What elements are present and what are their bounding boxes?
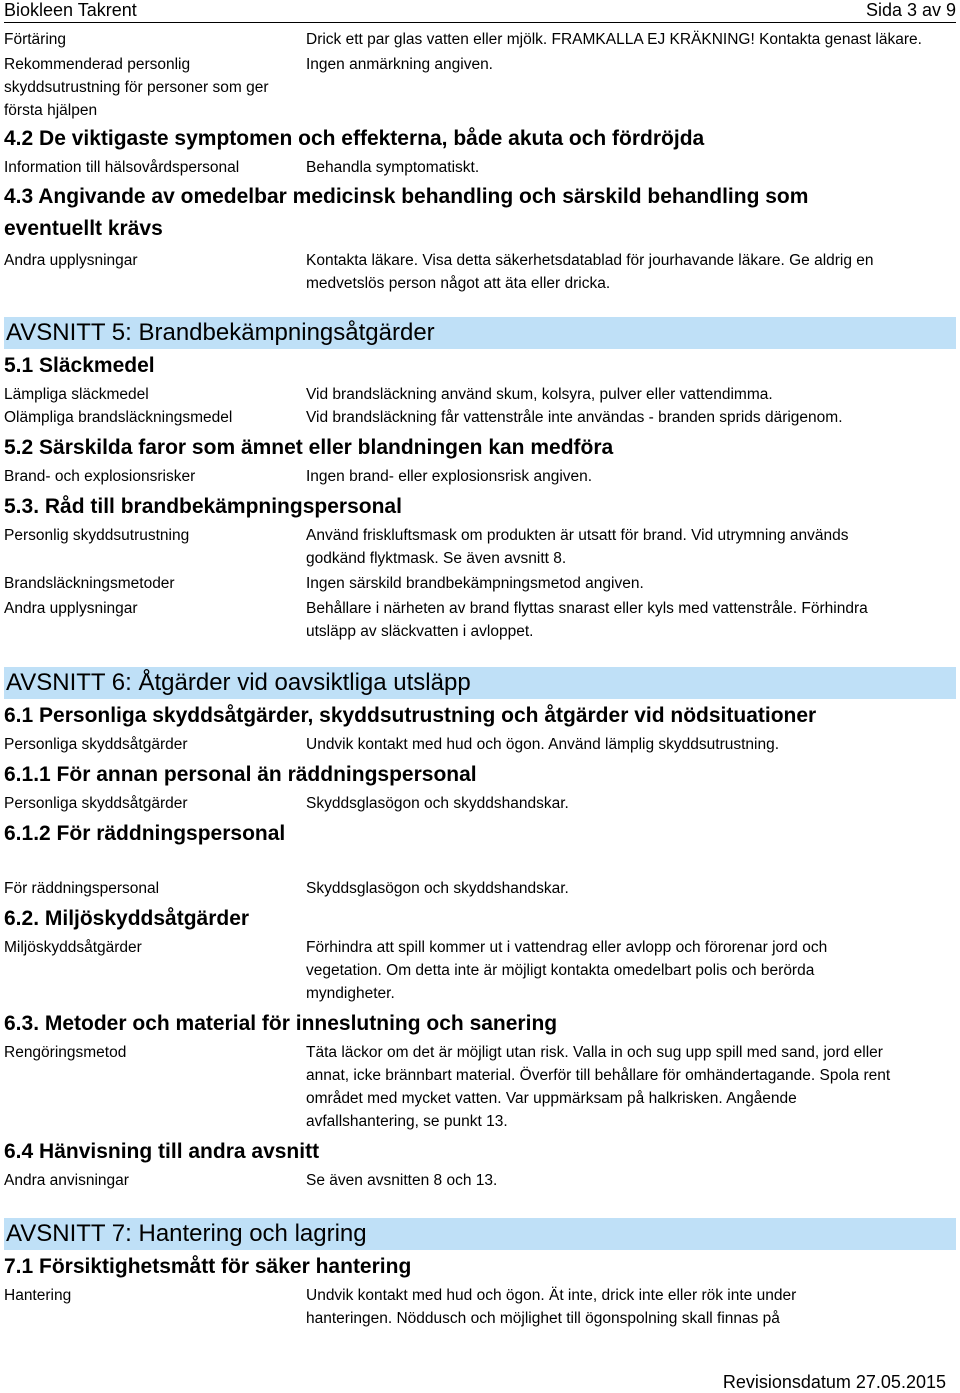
document-body <box>4 28 956 1330</box>
page-header <box>4 0 956 23</box>
subsection-heading: 6.2. Miljöskyddsåtgärder <box>4 907 250 930</box>
field-row <box>4 936 956 1005</box>
field-row <box>4 249 956 295</box>
product-name: Biokleen Takrent <box>4 0 137 20</box>
field-row <box>4 156 956 179</box>
revision-date: Revisionsdatum 27.05.2015 <box>722 1372 946 1392</box>
field-label: Brand- och explosionsrisker <box>4 468 196 485</box>
field-value: Undvik kontakt med hud och ögon. Använd lämplig skyddsutrustning. <box>306 736 780 753</box>
field-row <box>4 28 956 51</box>
field-value: Täta läckor om det är möjligt utan risk. Valla in och sug upp spill med sand, jord eller annat, icke brännbart material. Överför till behållare för omhändertagande. Spola rent området med mycket vatten. Var uppmärksam på halkrisken. Angående avfallshantering, se punkt 13. <box>306 1044 891 1130</box>
field-value: Vid brandsläckning får vattenstråle inte användas - branden sprids därigenom. <box>306 409 843 426</box>
field-value: Skyddsglasögon och skyddshandskar. <box>306 795 569 812</box>
field-row <box>4 1041 956 1133</box>
field-value: Ingen brand- eller explosionsrisk angiven. <box>306 468 593 485</box>
subsection-heading: 4.2 De viktigaste symptomen och effekterna, både akuta och fördröjda <box>4 127 705 150</box>
field-value: Skyddsglasögon och skyddshandskar. <box>306 880 569 897</box>
subsection-heading: 6.1.2 För räddningspersonal <box>4 822 286 845</box>
field-value: Använd friskluftsmask om produkten är utsatt för brand. Vid utrymning används godkänd flyktmask. Se även avsnitt 8. <box>306 527 849 567</box>
field-value: Undvik kontakt med hud och ögon. Ät inte, drick inte eller rök inte under hanteringen. Nöddusch och möjlighet till ögonspolning skall finnas på <box>306 1287 797 1327</box>
field-label: Förtäring <box>4 31 67 48</box>
subsection-heading: 5.3. Råd till brandbekämpningspersonal <box>4 495 402 518</box>
field-value: Behållare i närheten av brand flyttas snarast eller kyls med vattenstråle. Förhindra utsläpp av släckvatten i avloppet. <box>306 600 868 640</box>
field-row <box>4 524 956 570</box>
field-label: Personlig skyddsutrustning <box>4 527 190 544</box>
field-label: Andra upplysningar <box>4 600 138 617</box>
section-header: AVSNITT 7: Hantering och lagring <box>4 1218 956 1250</box>
field-label: Rengöringsmetod <box>4 1044 127 1061</box>
field-label: Andra anvisningar <box>4 1172 129 1189</box>
field-label: Hantering <box>4 1287 72 1304</box>
field-value: Förhindra att spill kommer ut i vattendrag eller avlopp och förorenar jord och vegetation. Om detta inte är möjligt kontakta omedelbart polis och berörda myndigheter. <box>306 939 828 1002</box>
field-row <box>4 465 956 488</box>
subsection-heading: 6.4 Hänvisning till andra avsnitt <box>4 1140 320 1163</box>
section-header: AVSNITT 6: Åtgärder vid oavsiktliga utsläpp <box>4 667 956 699</box>
field-label: För räddningspersonal <box>4 880 160 897</box>
field-value: Ingen särskild brandbekämpningsmetod angiven. <box>306 575 644 592</box>
field-row <box>4 1284 956 1330</box>
field-label: Lämpliga släckmedel <box>4 386 149 403</box>
field-label: Information till hälsovårdspersonal <box>4 159 240 176</box>
section-header: AVSNITT 5: Brandbekämpningsåtgärder <box>4 317 956 349</box>
subsection-heading: 5.2 Särskilda faror som ämnet eller blandningen kan medföra <box>4 436 614 459</box>
field-row <box>4 877 956 900</box>
field-label: Olämpliga brandsläckningsmedel <box>4 409 233 426</box>
field-label: Personliga skyddsåtgärder <box>4 795 188 812</box>
field-label: Brandsläckningsmetoder <box>4 575 175 592</box>
field-value: Drick ett par glas vatten eller mjölk. FRAMKALLA EJ KRÄKNING! Kontakta genast läkare. <box>306 31 922 48</box>
field-value: Se även avsnitten 8 och 13. <box>306 1172 498 1189</box>
subsection-heading: 5.1 Släckmedel <box>4 354 155 377</box>
field-row <box>4 406 956 429</box>
subsection-heading: 7.1 Försiktighetsmått för säker hantering <box>4 1255 412 1278</box>
field-row <box>4 733 956 756</box>
field-label: Andra upplysningar <box>4 252 138 269</box>
subsection-heading: 6.1 Personliga skyddsåtgärder, skyddsutrustning och åtgärder vid nödsituationer <box>4 704 817 727</box>
subsection-heading: 6.3. Metoder och material för inneslutning och sanering <box>4 1012 558 1035</box>
page-number: Sida 3 av 9 <box>865 0 956 20</box>
field-row <box>4 597 956 643</box>
field-value: Behandla symptomatiskt. <box>306 159 480 176</box>
field-value: Kontakta läkare. Visa detta säkerhetsdatablad för jourhavande läkare. Ge aldrig en medvetslös person något att äta eller dricka. <box>306 252 874 292</box>
subsection-heading: 4.3 Angivande av omedelbar medicinsk behandling och särskild behandling som eventuellt krävs <box>4 185 809 240</box>
field-label: Personliga skyddsåtgärder <box>4 736 188 753</box>
field-row <box>4 572 956 595</box>
field-value: Ingen anmärkning angiven. <box>306 56 493 73</box>
field-label: Miljöskyddsåtgärder <box>4 939 142 956</box>
field-row <box>4 383 956 406</box>
field-row <box>4 53 956 122</box>
field-value: Vid brandsläckning använd skum, kolsyra, pulver eller vattendimma. <box>306 386 773 403</box>
field-label: Rekommenderad personlig skyddsutrustning för personer som ger första hjälpen <box>4 56 269 119</box>
field-row <box>4 792 956 815</box>
field-row <box>4 1169 956 1192</box>
subsection-heading: 6.1.1 För annan personal än räddningspersonal <box>4 763 477 786</box>
